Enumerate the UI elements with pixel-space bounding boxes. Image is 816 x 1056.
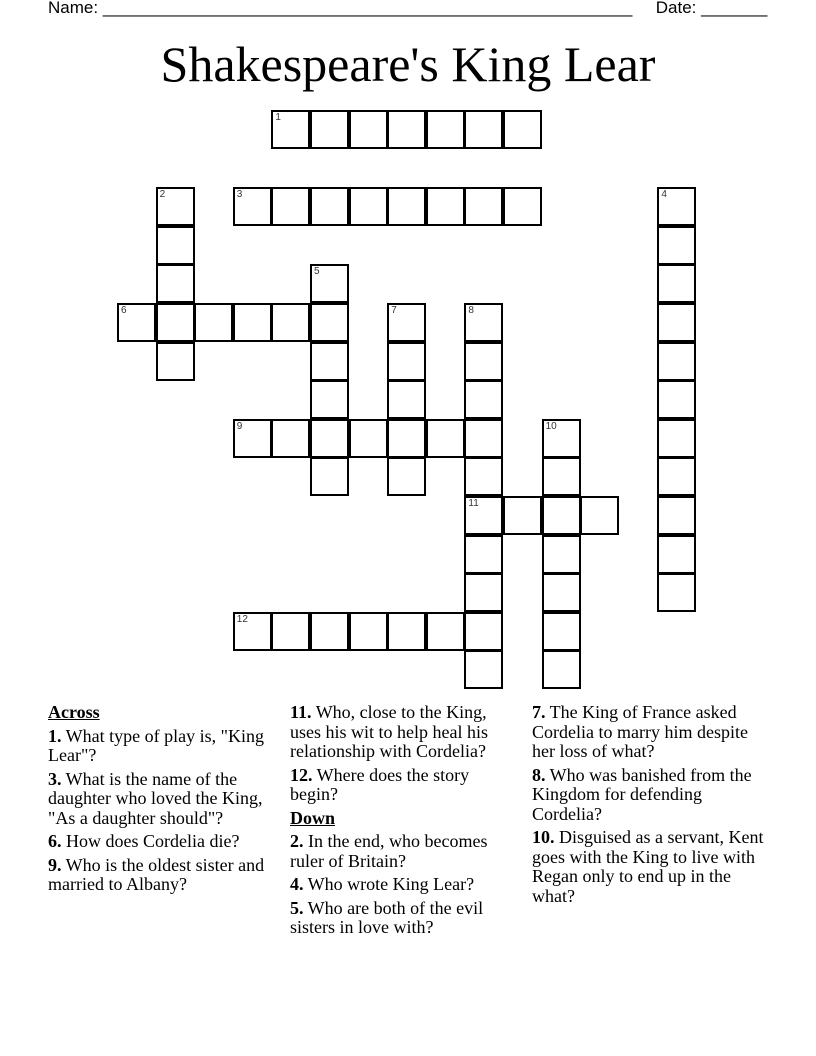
grid-cell[interactable] (657, 457, 696, 496)
grid-cell[interactable] (464, 650, 503, 689)
down-heading: Down (290, 807, 336, 828)
grid-cell[interactable] (542, 612, 581, 651)
grid-cell[interactable] (349, 110, 388, 149)
grid-cell[interactable] (464, 110, 503, 149)
clues-column-3 (532, 703, 772, 910)
grid-cell[interactable] (426, 612, 465, 651)
grid-cell[interactable] (542, 573, 581, 612)
clue-number: 9 (236, 420, 243, 432)
clue-item-number: 12. (290, 764, 313, 785)
grid-cell[interactable] (387, 612, 426, 651)
grid-cell[interactable] (387, 380, 426, 419)
grid-cell[interactable] (271, 612, 310, 651)
date-label: Date: (655, 0, 697, 17)
clue-item-number: 6. (48, 831, 62, 851)
name-label: Name: (48, 0, 99, 17)
clue-item: 7. The King of France asked Cordelia to marry him despite her loss of what? (532, 702, 748, 761)
grid-cell[interactable] (310, 457, 349, 496)
grid-cell[interactable] (657, 303, 696, 342)
grid-cell[interactable] (580, 496, 619, 535)
clue-item: 2. In the end, who becomes ruler of Britain? (290, 831, 488, 871)
clue-number: 3 (236, 189, 243, 201)
grid-cell[interactable] (271, 303, 310, 342)
clue-item-number: 5. (290, 897, 304, 918)
grid-cell[interactable] (156, 342, 195, 381)
grid-cell[interactable] (542, 457, 581, 496)
clue-item-number: 4. (290, 874, 304, 894)
grid-cell[interactable] (464, 535, 503, 574)
grid-cell[interactable] (426, 187, 465, 226)
clue-number: 1 (275, 112, 281, 123)
date-blank[interactable]: _______ (701, 0, 768, 17)
grid-cell[interactable] (310, 419, 349, 458)
grid-cell[interactable] (271, 419, 310, 458)
grid-cell[interactable] (657, 380, 696, 419)
grid-cell[interactable] (310, 342, 349, 381)
clue-item-number: 1. (48, 725, 62, 746)
grid-cell[interactable] (464, 380, 503, 419)
grid-cell[interactable] (233, 612, 272, 651)
grid-cell[interactable] (464, 342, 503, 381)
grid-cell[interactable] (387, 303, 426, 342)
clue-number: 7 (391, 305, 397, 316)
grid-cell[interactable] (310, 187, 349, 226)
grid-cell[interactable] (657, 573, 696, 612)
grid-cell[interactable] (426, 419, 465, 458)
grid-cell[interactable] (387, 110, 426, 149)
clue-item: 3. What is the name of the daughter who loved the King, "As a daughter should"? (48, 768, 263, 828)
clue-item: 1. What type of play is, "King Lear"? (48, 725, 264, 765)
grid-cell[interactable] (464, 187, 503, 226)
grid-cell[interactable] (542, 496, 581, 535)
grid-cell[interactable] (387, 342, 426, 381)
grid-cell[interactable] (657, 187, 696, 226)
grid-cell[interactable] (349, 612, 388, 651)
grid-cell[interactable] (542, 419, 581, 458)
grid-cell[interactable] (387, 457, 426, 496)
grid-cell[interactable] (156, 303, 195, 342)
grid-cell[interactable] (233, 303, 272, 342)
grid-cell[interactable] (503, 187, 542, 226)
grid-cell[interactable] (657, 264, 696, 303)
clue-item-number: 2. (290, 831, 304, 851)
grid-cell[interactable] (387, 187, 426, 226)
grid-cell[interactable] (657, 226, 696, 265)
grid-cell[interactable] (657, 496, 696, 535)
clue-number: 2 (159, 189, 166, 201)
grid-cell[interactable] (464, 573, 503, 612)
grid-cell[interactable] (426, 110, 465, 149)
grid-cell[interactable] (464, 303, 503, 342)
grid-cell[interactable] (349, 187, 388, 226)
grid-cell[interactable] (310, 110, 349, 149)
grid-cell[interactable] (542, 650, 581, 689)
grid-cell[interactable] (156, 226, 195, 265)
grid-cell[interactable] (156, 187, 195, 226)
clue-item: 11. Who, close to the King, uses his wit to help heal his relationship with Cordelia? (290, 702, 488, 761)
grid-cell[interactable] (464, 496, 503, 535)
grid-cell[interactable] (117, 303, 156, 342)
clue-number: 10 (545, 420, 557, 432)
grid-cell[interactable] (271, 187, 310, 226)
grid-cell[interactable] (310, 612, 349, 651)
clue-item: 5. Who are both of the evil sisters in love with? (290, 897, 484, 937)
clue-number: 11 (468, 498, 479, 509)
clue-number: 4 (661, 189, 667, 201)
clues-column-1 (48, 703, 276, 899)
name-date-line (48, 0, 767, 18)
grid-cell[interactable] (464, 457, 503, 496)
clue-item: 6. How does Cordelia die? (48, 831, 240, 851)
clue-item: 8. Who was banished from the Kingdom for defending Cordelia? (532, 764, 752, 824)
clue-item-number: 3. (48, 768, 62, 789)
clues-column-2 (290, 703, 512, 942)
grid-cell[interactable] (387, 419, 426, 458)
clue-item: 12. Where does the story begin? (290, 764, 470, 804)
page-title: Shakespeare's King Lear (160, 36, 656, 92)
grid-cell[interactable] (233, 419, 272, 458)
grid-cell[interactable] (464, 612, 503, 651)
grid-cell[interactable] (156, 264, 195, 303)
grid-cell[interactable] (310, 303, 349, 342)
clue-item-number: 7. (532, 702, 546, 722)
clue-number: 12 (236, 613, 248, 625)
grid-cell[interactable] (657, 535, 696, 574)
grid-cell[interactable] (310, 264, 349, 303)
clue-item-number: 11. (290, 702, 312, 722)
clue-number: 6 (121, 305, 127, 316)
grid-cell[interactable] (464, 419, 503, 458)
grid-cell[interactable] (349, 419, 388, 458)
clue-item-number: 8. (532, 764, 546, 785)
clue-item-number: 9. (48, 854, 62, 875)
grid-cell[interactable] (542, 535, 581, 574)
clue-number: 5 (314, 266, 320, 278)
grid-cell[interactable] (503, 110, 542, 149)
clue-item: 4. Who wrote King Lear? (290, 874, 475, 894)
grid-cell[interactable] (194, 303, 233, 342)
grid-cell[interactable] (657, 419, 696, 458)
across-heading: Across (48, 702, 100, 722)
grid-cell[interactable] (310, 380, 349, 419)
name-blank[interactable]: ________________________________________________________ (102, 0, 633, 17)
clue-number: 8 (468, 305, 474, 316)
grid-cell[interactable] (503, 496, 542, 535)
grid-cell[interactable] (271, 110, 310, 149)
grid-cell[interactable] (657, 342, 696, 381)
grid-cell[interactable] (233, 187, 272, 226)
clue-item: 9. Who is the oldest sister and married to Albany? (48, 854, 265, 894)
clue-item-number: 10. (532, 827, 555, 847)
clue-item: 10. Disguised as a servant, Kent goes with the King to live with Regan only to end up in the what? (532, 827, 764, 906)
